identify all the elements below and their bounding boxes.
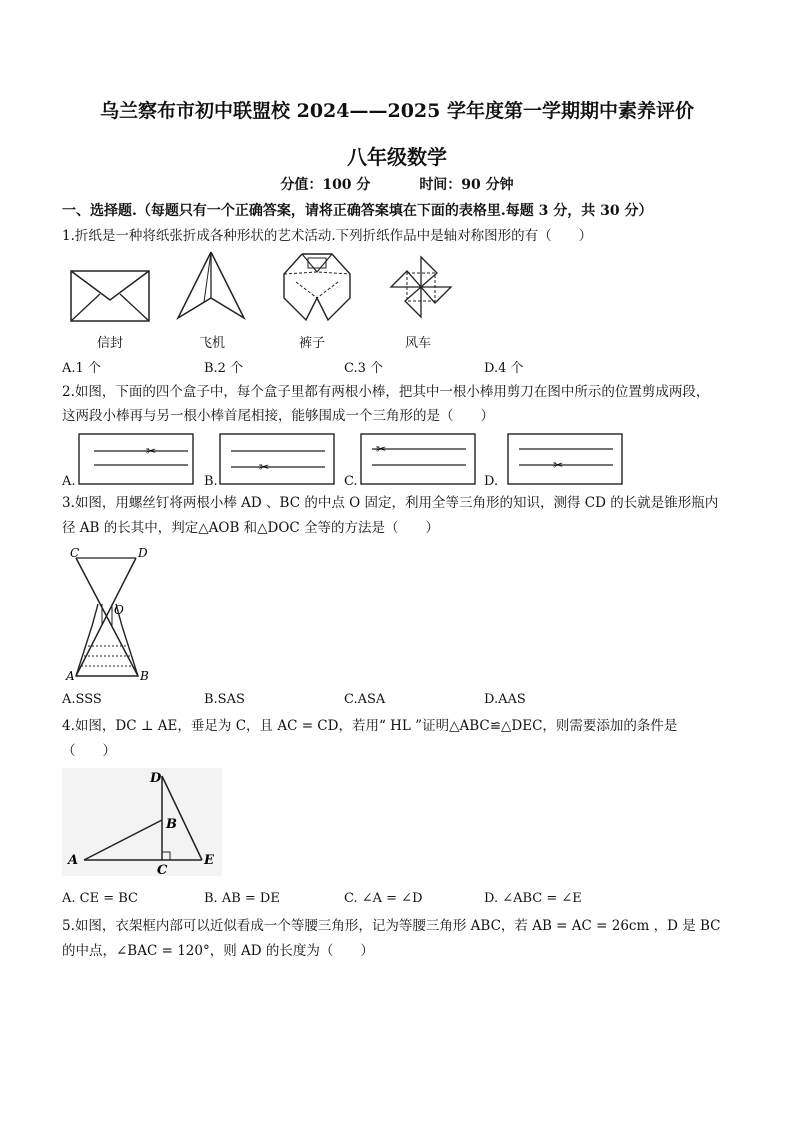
score-text: 分值：100 分 xyxy=(280,177,371,193)
q1-option-d[interactable]: D.4 个 xyxy=(484,361,524,376)
label-a-q4: A xyxy=(68,853,79,868)
airplane-figure xyxy=(176,250,246,320)
time-text: 时间：90 分钟 xyxy=(419,177,514,193)
q3-option-b[interactable]: B.SAS xyxy=(204,692,245,707)
svg-text:✂: ✂ xyxy=(146,444,157,458)
q2-option-a[interactable]: A. xyxy=(62,474,76,489)
question-2-line2: 这两段小棒再与另一根小棒首尾相接，能够围成一个三角形的是（ ） xyxy=(62,408,494,424)
question-1-text: 1.折纸是一种将纸张折成各种形状的艺术活动.下列折纸作品中是轴对称图形的有（ ） xyxy=(62,228,593,244)
box-b-figure xyxy=(219,433,335,485)
pinwheel-figure xyxy=(388,254,454,320)
q2-option-c[interactable]: C. xyxy=(344,474,358,489)
label-d-q4: D xyxy=(150,771,162,786)
box-a-figure xyxy=(78,433,194,485)
q4-option-d[interactable]: D. ∠ABC = ∠E xyxy=(484,891,582,906)
box-c-figure xyxy=(360,433,476,485)
label-e-q4: E xyxy=(204,853,214,868)
label-c-q4: C xyxy=(157,863,168,878)
q1-option-c[interactable]: C.3 个 xyxy=(344,361,384,376)
label-d: D xyxy=(138,546,148,560)
q4-option-c[interactable]: C. ∠A = ∠D xyxy=(344,891,423,906)
question-2-line1: 2.如图，下面的四个盒子中，每个盒子里都有两根小棒，把其中一根小棒用剪刀在图中所示的位置剪成两段， xyxy=(62,384,710,400)
caption-airplane: 飞机 xyxy=(198,336,225,351)
question-5-line2: 的中点，∠BAC = 120°，则 AD 的长度为（ ） xyxy=(62,943,374,959)
question-4-line2: （ ） xyxy=(62,743,116,759)
q2-option-b[interactable]: B. xyxy=(204,474,218,489)
q3-option-d[interactable]: D.AAS xyxy=(484,692,526,707)
envelope-figure xyxy=(70,270,150,322)
caption-pants: 裤子 xyxy=(298,336,325,351)
section-heading: 一、选择题.（每题只有一个正确答案，请将正确答案填在下面的表格里.每题 3 分，共 30 分） xyxy=(62,203,653,219)
label-b: B xyxy=(140,669,149,683)
label-c: C xyxy=(70,546,80,560)
exam-title: 乌兰察布市初中联盟校 2024——2025 学年度第一学期期中素养评价 xyxy=(100,100,694,122)
label-b-q4: B xyxy=(166,817,177,832)
label-a: A xyxy=(66,669,75,683)
pants-figure xyxy=(282,252,352,322)
q4-option-a[interactable]: A. CE = BC xyxy=(62,891,138,906)
question-3-line1: 3.如图，用螺丝钉将两根小棒 AD 、BC 的中点 O 固定，利用全等三角形的知识，测得 CD 的长就是锥形瓶内 xyxy=(62,495,719,511)
triangle-figure-q4 xyxy=(62,768,222,876)
svg-text:✂: ✂ xyxy=(259,460,270,474)
box-d-figure xyxy=(507,433,623,485)
q2-option-d[interactable]: D. xyxy=(484,474,499,489)
svg-text:✂: ✂ xyxy=(553,458,564,472)
exam-meta xyxy=(0,174,794,194)
svg-text:✂: ✂ xyxy=(376,442,387,456)
question-4-line1: 4.如图，DC ⊥ AE，垂足为 C，且 AC = CD，若用“ HL ”证明△ABC≌△DEC，则需要添加的条件是 xyxy=(62,718,678,734)
caption-pinwheel: 风车 xyxy=(404,336,431,351)
q3-option-a[interactable]: A.SSS xyxy=(62,692,102,707)
q3-option-c[interactable]: C.ASA xyxy=(344,692,386,707)
q1-option-a[interactable]: A.1 个 xyxy=(62,361,101,376)
label-o: O xyxy=(114,603,124,617)
question-3-line2: 径 AB 的长其中，判定△AOB 和△DOC 全等的方法是（ ） xyxy=(62,520,440,536)
question-5-line1: 5.如图，衣架框内部可以近似看成一个等腰三角形，记为等腰三角形 ABC，若 AB = AC = 26cm ，D 是 BC xyxy=(62,918,721,934)
caption-envelope: 信封 xyxy=(96,336,123,351)
flask-figure xyxy=(62,546,162,682)
q1-option-b[interactable]: B.2 个 xyxy=(204,361,244,376)
q4-option-b[interactable]: B. AB = DE xyxy=(204,891,280,906)
exam-subtitle: 八年级数学 xyxy=(347,145,447,169)
